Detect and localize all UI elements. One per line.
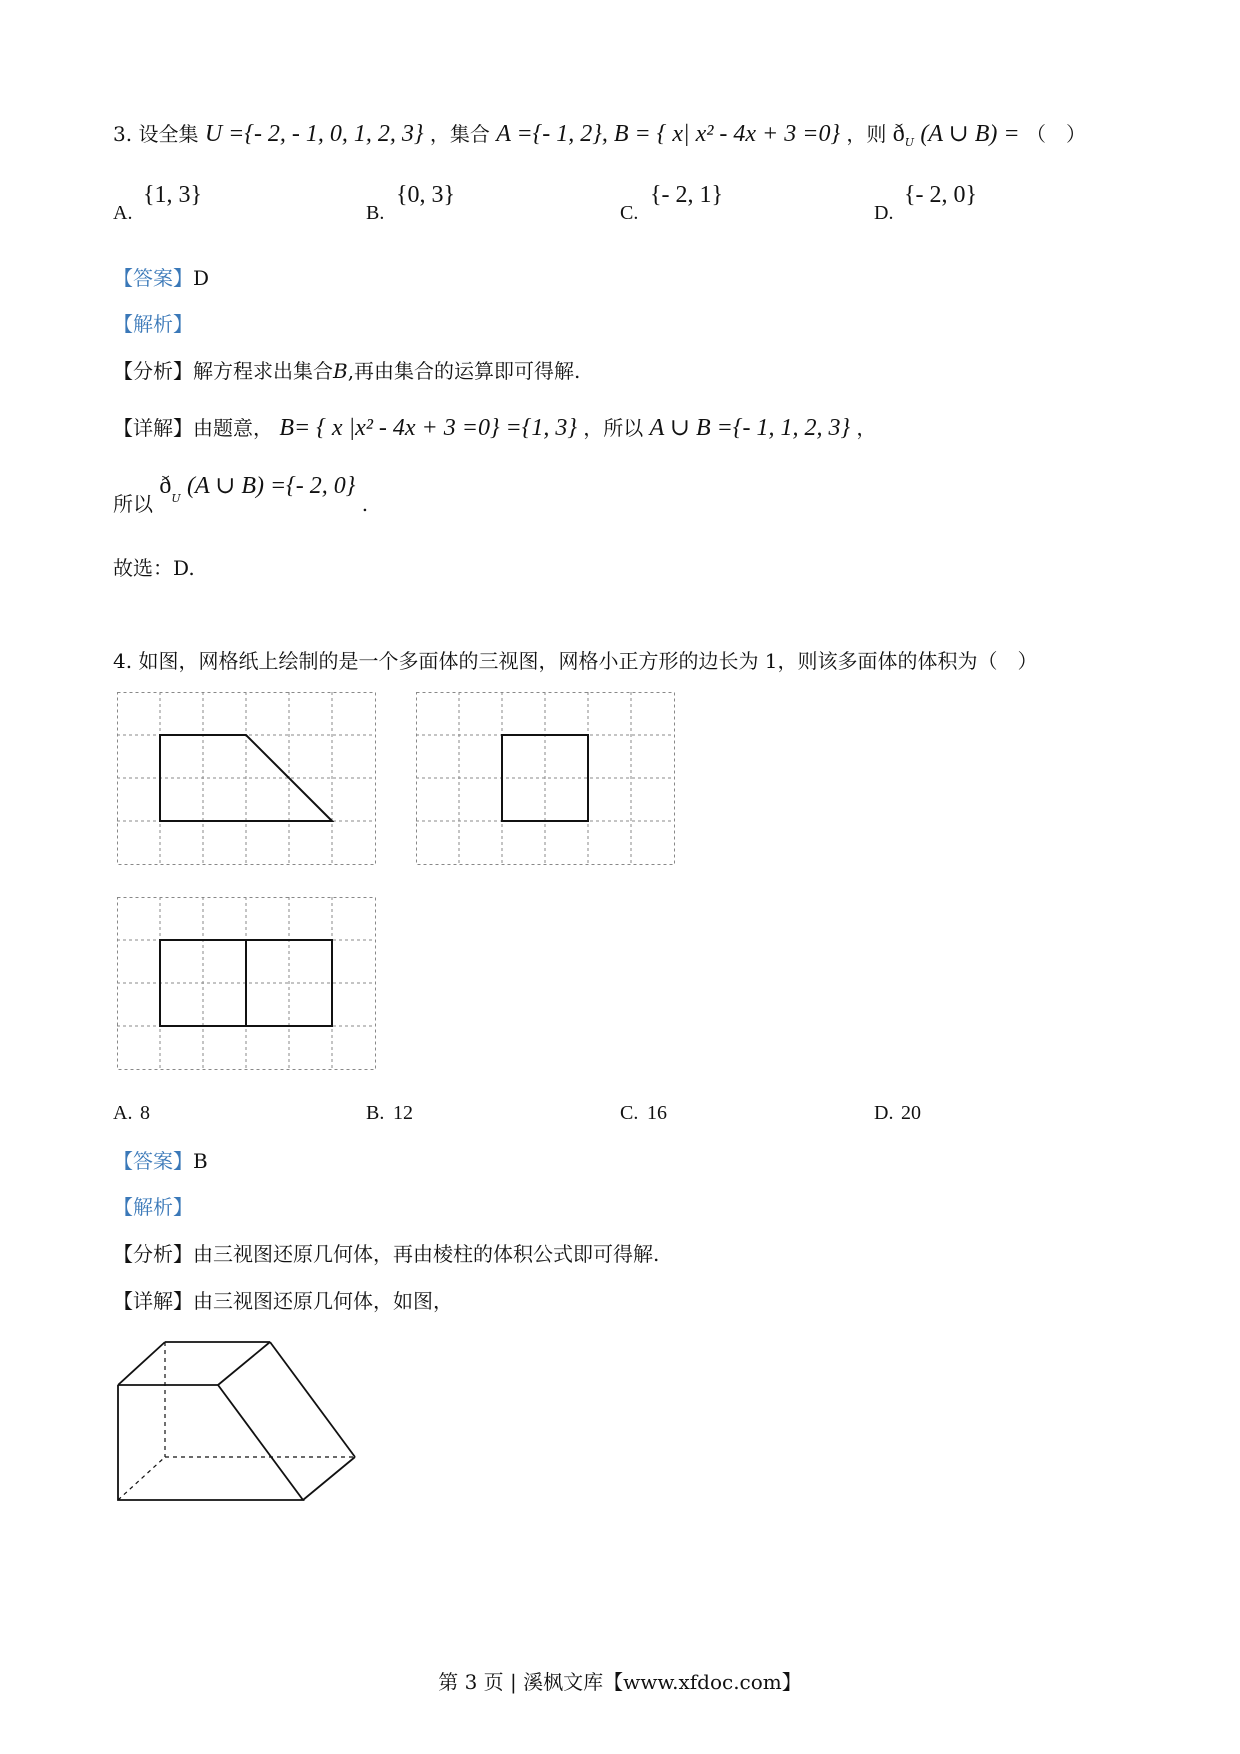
q4-top-view — [117, 897, 377, 1071]
q4-detail-text: 由三视图还原几何体，如图， — [193, 1289, 453, 1313]
q3-so-line — [113, 473, 369, 519]
q3-analysis-tag: 【解析】 — [113, 312, 193, 336]
q3-detail-end: ， — [856, 416, 877, 440]
q3-universal-set: U ={- 2, - 1, 0, 1, 2, 3} — [204, 121, 424, 147]
q3-blank: （ ） — [1025, 122, 1086, 146]
q3-detail-text: 由题意， — [193, 416, 273, 440]
q3-answer: D — [193, 266, 210, 290]
q3-so-text: 所以 — [113, 492, 153, 516]
q3-so-sub: U — [171, 492, 181, 505]
q3-then-text: ，则 — [846, 122, 887, 146]
q3-sets-A-B: A ={- 1, 2}, B = { x| x² - 4x + 3 =0} — [496, 121, 841, 147]
q3-fenxi-B: B — [333, 359, 348, 383]
q4-detail-line — [113, 1285, 453, 1314]
q3-option-b-label: B. — [366, 202, 385, 224]
q3-detail-line — [113, 412, 876, 442]
q4-fenxi-tag: 【分析】 — [113, 1242, 193, 1266]
q3-detail-tag: 【详解】 — [113, 416, 193, 440]
q3-fenxi-rest: ,再由集合的运算即可得解. — [347, 359, 581, 383]
q3-choice: 故选：D. — [113, 556, 195, 580]
q4-stem: 4. 如图，网格纸上绘制的是一个多面体的三视图，网格小正方形的边长为 1，则该多面体的体积为（ ） — [113, 649, 1038, 673]
q4-option-a-label: A. — [113, 1102, 133, 1124]
q3-so-complement: ð — [159, 473, 172, 499]
q4-answer-tag: 【答案】 — [113, 1149, 193, 1173]
q3-fenxi-tag: 【分析】 — [113, 359, 193, 383]
q3-complement-sub: U — [904, 136, 915, 149]
q4-detail-tag: 【详解】 — [113, 1289, 193, 1313]
q4-fenxi-text: 由三视图还原几何体，再由棱柱的体积公式即可得解. — [193, 1242, 660, 1266]
q4-option-d-value: 20 — [901, 1102, 921, 1124]
q3-fenxi-text: 解方程求出集合 — [193, 359, 333, 383]
q4-option-b-value: 12 — [393, 1102, 413, 1124]
q3-option-a-label: A. — [113, 202, 133, 224]
q3-detail-expr: B= { x |x² - 4x + 3 =0} ={1, 3} — [279, 415, 577, 441]
q4-analysis-tag: 【解析】 — [113, 1195, 193, 1219]
q3-option-c-value: {- 2, 1} — [650, 182, 724, 208]
q4-solid-figure — [110, 1335, 360, 1510]
q4-option-d-label: D. — [874, 1102, 894, 1124]
q4-side-view — [416, 692, 676, 866]
q4-fenxi-line — [113, 1238, 659, 1267]
q3-complement-symbol: ð — [892, 121, 905, 147]
q3-so-end: . — [361, 492, 369, 516]
q3-mid-text: ，集合 — [429, 122, 490, 146]
q3-option-d-value: {- 2, 0} — [904, 182, 978, 208]
q4-answer: B — [193, 1149, 208, 1173]
q3-option-a-value: {1, 3} — [143, 182, 203, 208]
page-footer: 第 3 页 | 溪枫文库【www.xfdoc.com】 — [438, 1670, 802, 1694]
q3-detail-mid: ，所以 — [583, 416, 644, 440]
q3-complement-expr: (A ∪ B) = — [920, 121, 1020, 147]
q3-option-b-value: {0, 3} — [396, 182, 456, 208]
q3-answer-line — [113, 262, 209, 291]
q4-front-view — [117, 692, 377, 866]
q4-option-c-label: C. — [620, 1102, 639, 1124]
q4-answer-line — [113, 1145, 208, 1174]
q3-option-c-label: C. — [620, 202, 639, 224]
q3-stem-prefix: 3. 设全集 — [113, 122, 199, 146]
q4-option-b-label: B. — [366, 1102, 385, 1124]
q3-option-d-label: D. — [874, 202, 894, 224]
q3-fenxi-line — [113, 355, 580, 384]
q4-option-c-value: 16 — [647, 1102, 667, 1124]
q3-stem — [113, 118, 1086, 149]
q4-option-a-value: 8 — [140, 1102, 150, 1124]
q3-answer-tag: 【答案】 — [113, 266, 193, 290]
q3-so-expr: (A ∪ B) ={- 2, 0} — [187, 473, 356, 499]
q3-detail-union: A ∪ B ={- 1, 1, 2, 3} — [649, 415, 851, 441]
